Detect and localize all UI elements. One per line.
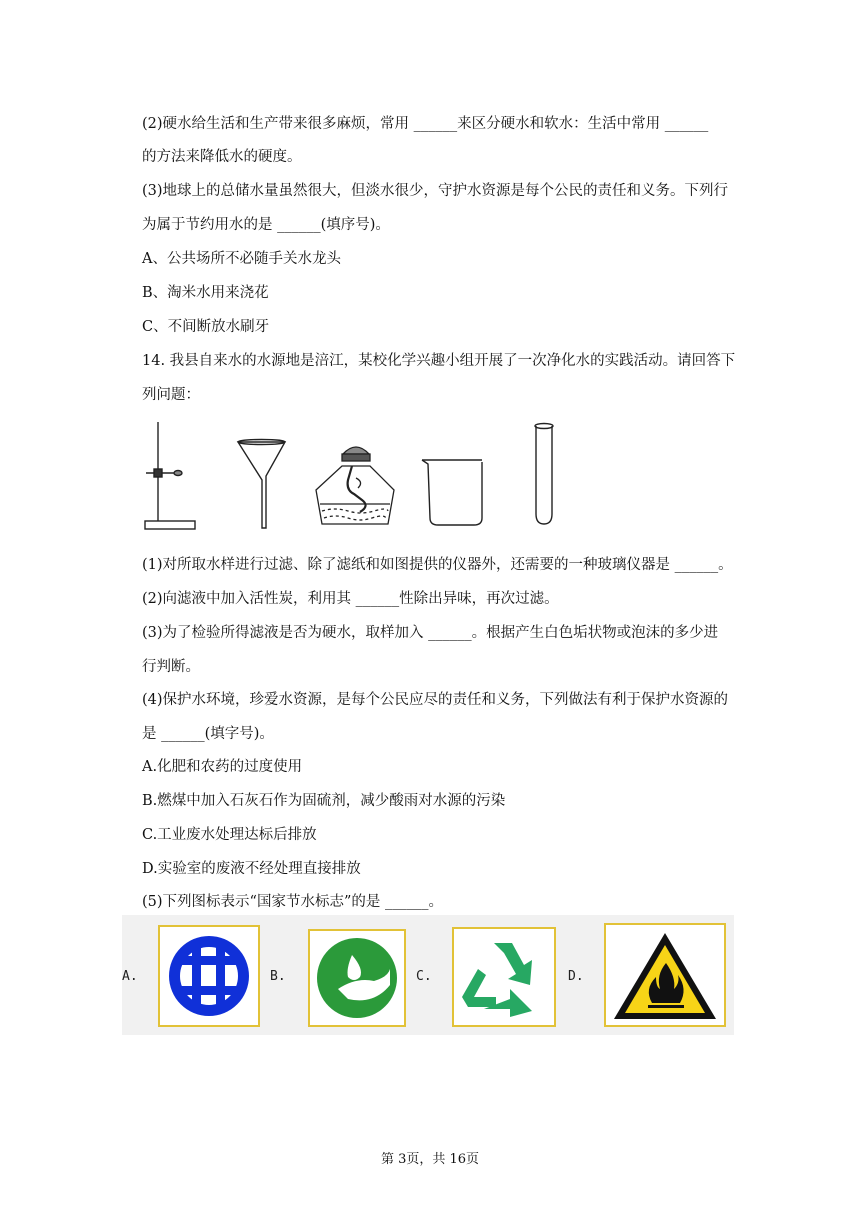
q14-option-c: C.工业废水处理达标后排放 (142, 827, 317, 843)
water-symbols-panel (122, 915, 734, 1035)
symbol-letter-b: B. (270, 969, 286, 984)
iron-stand-icon (145, 422, 195, 529)
alcohol-lamp-icon (316, 447, 394, 524)
funnel-icon (238, 440, 285, 529)
q13-part2-line2: 的方法来降低水的硬度。 (142, 149, 302, 165)
q14-part3-line1: (3)为了检验所得滤液是否为硬水，取样加入 ______。根据产生白色垢状物或泡沫的多少进 (142, 625, 719, 641)
q14-option-d: D.实验室的废液不经处理直接排放 (142, 861, 361, 877)
q13-part3-line1: (3)地球上的总储水量虽然很大，但淡水很少，守护水资源是每个公民的责任和义务。下列行 (142, 183, 729, 199)
page-footer: 第 3页，共 16页 (380, 1152, 480, 1167)
q14-part3-line2: 行判断。 (142, 659, 200, 675)
q14-option-a: A.化肥和农药的过度使用 (142, 759, 303, 775)
water-drop-logo-icon (308, 929, 406, 1027)
symbol-letter-d: D. (568, 969, 584, 984)
q14-stem-line2: 列问题： (142, 387, 200, 403)
q14-option-b: B.燃煤中加入石灰石作为固硫剂，减少酸雨对水源的污染 (142, 793, 506, 809)
q14-part4-line2: 是 ______(填字号)。 (142, 726, 274, 742)
apparatus-figure (130, 418, 610, 533)
q14-stem-line1: 14. 我县自来水的水源地是涪江，某校化学兴趣小组开展了一次净化水的实践活动。请回答下 (142, 353, 736, 369)
test-tube-icon (535, 424, 553, 525)
recycling-icon (452, 927, 556, 1027)
q14-part1: (1)对所取水样进行过滤、除了滤纸和如图提供的仪器外，还需要的一种玻璃仪器是 ______。 (142, 557, 733, 573)
q13-option-a: A、公共场所不必随手关水龙头 (142, 251, 341, 267)
q13-part3-line2: 为属于节约用水的是 ______(填序号)。 (142, 217, 390, 233)
q14-part2: (2)向滤液中加入活性炭，利用其 ______性除出异味，再次过滤。 (142, 591, 559, 607)
q13-option-b: B、淘米水用来浇花 (142, 285, 269, 301)
blue-circle-logo-icon (158, 925, 260, 1027)
flammable-warning-icon (604, 923, 726, 1027)
q14-part5: (5)下列图标表示“国家节水标志”的是 ______。 (142, 894, 443, 910)
symbol-letter-c: C. (416, 969, 432, 984)
beaker-icon (422, 460, 482, 525)
q13-option-c: C、不间断放水刷牙 (142, 319, 270, 335)
q13-part2-line1: (2)硬水给生活和生产带来很多麻烦，常用 ______来区分硬水和软水：生活中常用 ______ (142, 116, 709, 132)
q14-part4-line1: (4)保护水环境，珍爱水资源，是每个公民应尽的责任和义务，下列做法有利于保护水资源的 (142, 692, 729, 708)
symbol-letter-a: A. (122, 969, 138, 984)
